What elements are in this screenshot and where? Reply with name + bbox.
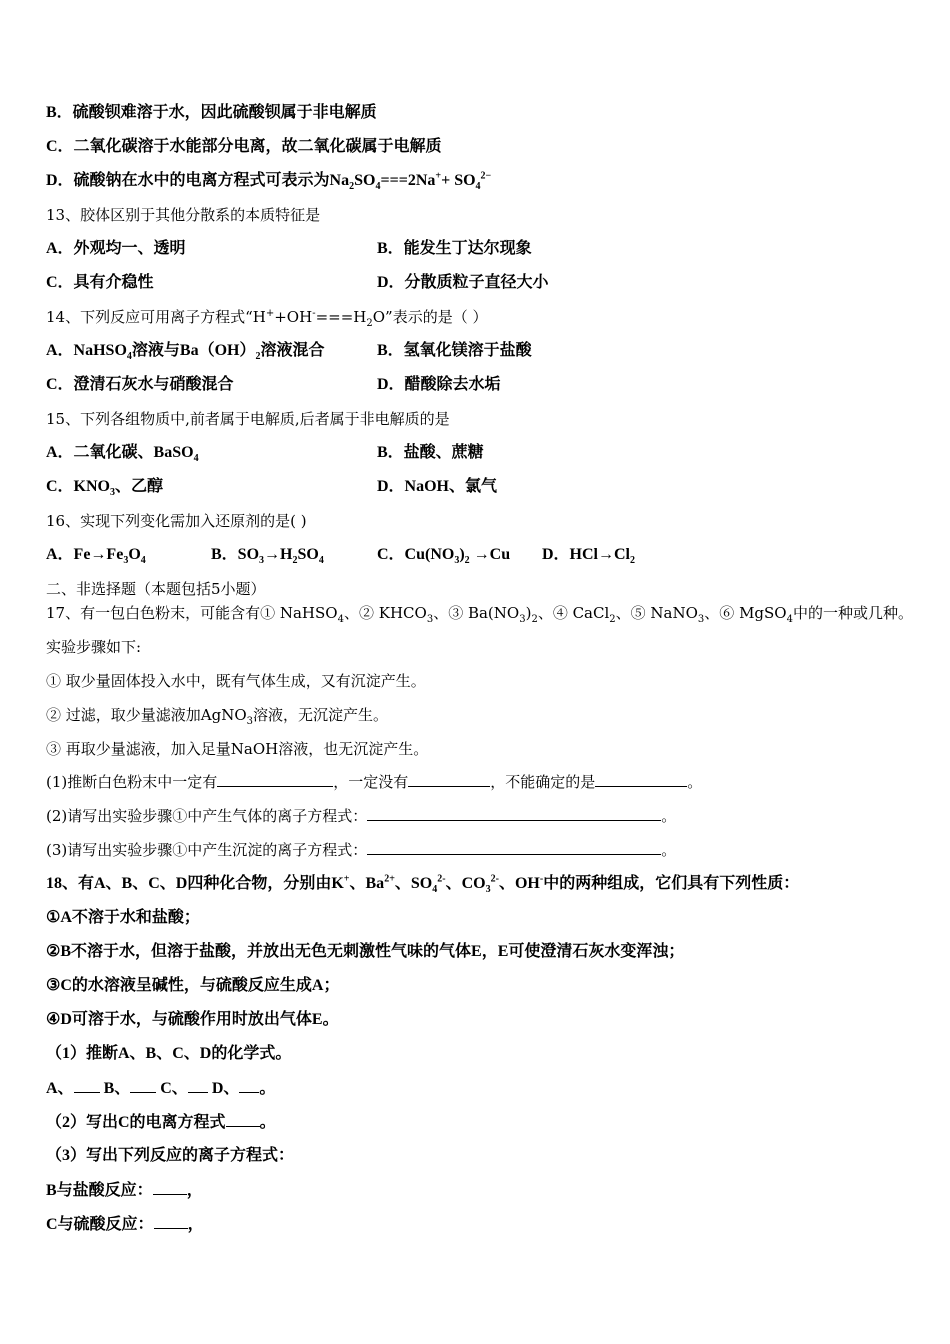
answer-blank[interactable] [217, 772, 333, 787]
q13-option-a: A．外观均一、透明 [46, 240, 186, 257]
q17-part-1: (1)推断白色粉末中一定有 ，一定没有 ，不能确定的是 。 [46, 773, 703, 791]
answer-blank[interactable] [239, 1078, 259, 1093]
q13-stem: 13、胶体区别于其他分散系的本质特征是 [46, 206, 321, 224]
q18-condition-1: ①A不溶于水和盐酸； [46, 909, 200, 926]
q18-stem: 18、有A、B、C、D四种化合物，分别由K+、$Ba^{2+}$、$SO_4^{2-}$、$CO_3^{2-}$、OH-中的两种组成，它们具有下列性质： [46, 873, 800, 896]
q13-option-c: C．具有介稳性 [46, 274, 154, 291]
answer-blank[interactable] [367, 840, 661, 855]
q13-option-d: D．分散质粒子直径大小 [377, 274, 549, 291]
q12-option-c: C．二氧化碳溶于水能部分电离，故二氧化碳属于电解质 [46, 138, 442, 155]
q15-stem: 15、下列各组物质中,前者属于电解质,后者属于非电解质的是 [46, 410, 450, 428]
q16-option-d: D．$HCl\to Cl_2$ [542, 546, 636, 567]
q18-part-3-b: B与盐酸反应： ， [46, 1182, 203, 1199]
section-heading: 二、非选择题（本题包括5小题） [46, 580, 266, 598]
q14-stem: 14、下列反应可用离子方程式“$H^++OH^-===H_2O$”表示的是（ ） [46, 308, 488, 329]
q18-condition-4: ④D可溶于水，与硫酸作用时放出气体E。 [46, 1011, 339, 1028]
q15-option-c: C．$KNO_3$、乙醇 [46, 478, 164, 499]
q12-option-d: D．硫酸钠在水中的电离方程式可表示为$Na_2SO_4===2Na^++ SO_4^{2-}$ [46, 170, 492, 193]
answer-blank[interactable] [367, 806, 661, 821]
q15-option-a: A．二氧化碳、BaSO$_4$ [46, 444, 199, 465]
answer-blank[interactable] [130, 1078, 156, 1093]
q17-part-2: (2)请写出实验步骤①中产生气体的离子方程式： 。 [46, 807, 677, 825]
q16-option-a: A．$Fe\to Fe_3O_4$ [46, 546, 146, 567]
q13-option-b: B．能发生丁达尔现象 [377, 240, 532, 257]
q18-condition-3: ③C的水溶液呈碱性，与硫酸反应生成A； [46, 977, 340, 994]
q18-part-3: （3）写出下列反应的离子方程式： [46, 1147, 295, 1164]
q18-part-1: （1）推断A、B、C、D的化学式。 [46, 1045, 292, 1062]
q18-part-1-answers: A、 B、 C、 D、 。 [46, 1080, 276, 1097]
answer-blank[interactable] [595, 772, 687, 787]
answer-blank[interactable] [74, 1078, 100, 1093]
answer-blank[interactable] [153, 1180, 187, 1195]
q18-condition-2: ②B不溶于水，但溶于盐酸，并放出无色无刺激性气味的气体E，E可使澄清石灰水变浑浊； [46, 943, 685, 960]
q17-step-2: ② 过滤，取少量滤液加AgNO$_3$溶液，无沉淀产生。 [46, 706, 389, 727]
q17-part-3: (3)请写出实验步骤①中产生沉淀的离子方程式： 。 [46, 841, 677, 859]
q14-option-c: C．澄清石灰水与硝酸混合 [46, 376, 234, 393]
answer-blank[interactable] [408, 772, 490, 787]
q12-option-b: B．硫酸钡难溶于水，因此硫酸钡属于非电解质 [46, 104, 377, 121]
q14-option-a: A．NaHSO$_4$溶液与$Ba(OH)_2$溶液混合 [46, 342, 325, 363]
answer-blank[interactable] [188, 1078, 208, 1093]
q15-option-b: B．盐酸、蔗糖 [377, 444, 484, 461]
answer-blank[interactable] [154, 1214, 188, 1229]
q17-step-1: ① 取少量固体投入水中，既有气体生成，又有沉淀产生。 [46, 672, 426, 690]
q14-option-d: D．醋酸除去水垢 [377, 376, 501, 393]
q16-stem: 16、实现下列变化需加入还原剂的是( ) [46, 512, 307, 530]
q16-option-c: C．$Cu(NO_3)_2 \to Cu$ [377, 546, 511, 567]
answer-blank[interactable] [226, 1112, 260, 1127]
q15-option-d: D．NaOH、氯气 [377, 478, 498, 495]
q16-option-b: B．$SO_3\to H_2SO_4$ [211, 546, 324, 567]
q17-step-3: ③ 再取少量滤液，加入足量NaOH溶液，也无沉淀产生。 [46, 740, 429, 758]
q18-part-3-c: C与硫酸反应： ， [46, 1216, 204, 1233]
q17-steps-title: 实验步骤如下: [46, 638, 142, 656]
q14-option-b: B．氢氧化镁溶于盐酸 [377, 342, 532, 359]
q17-stem: 17、有一包白色粉末，可能含有① NaHSO$_4$、② $KHCO_3$、③ $Ba(NO_3)_2$、④ CaCl$_2$、⑤ NaNO$_3$、⑥ MgSO$_4$中的一种或几种。 [46, 604, 913, 625]
q18-part-2: （2）写出C的电离方程式 。 [46, 1114, 276, 1131]
